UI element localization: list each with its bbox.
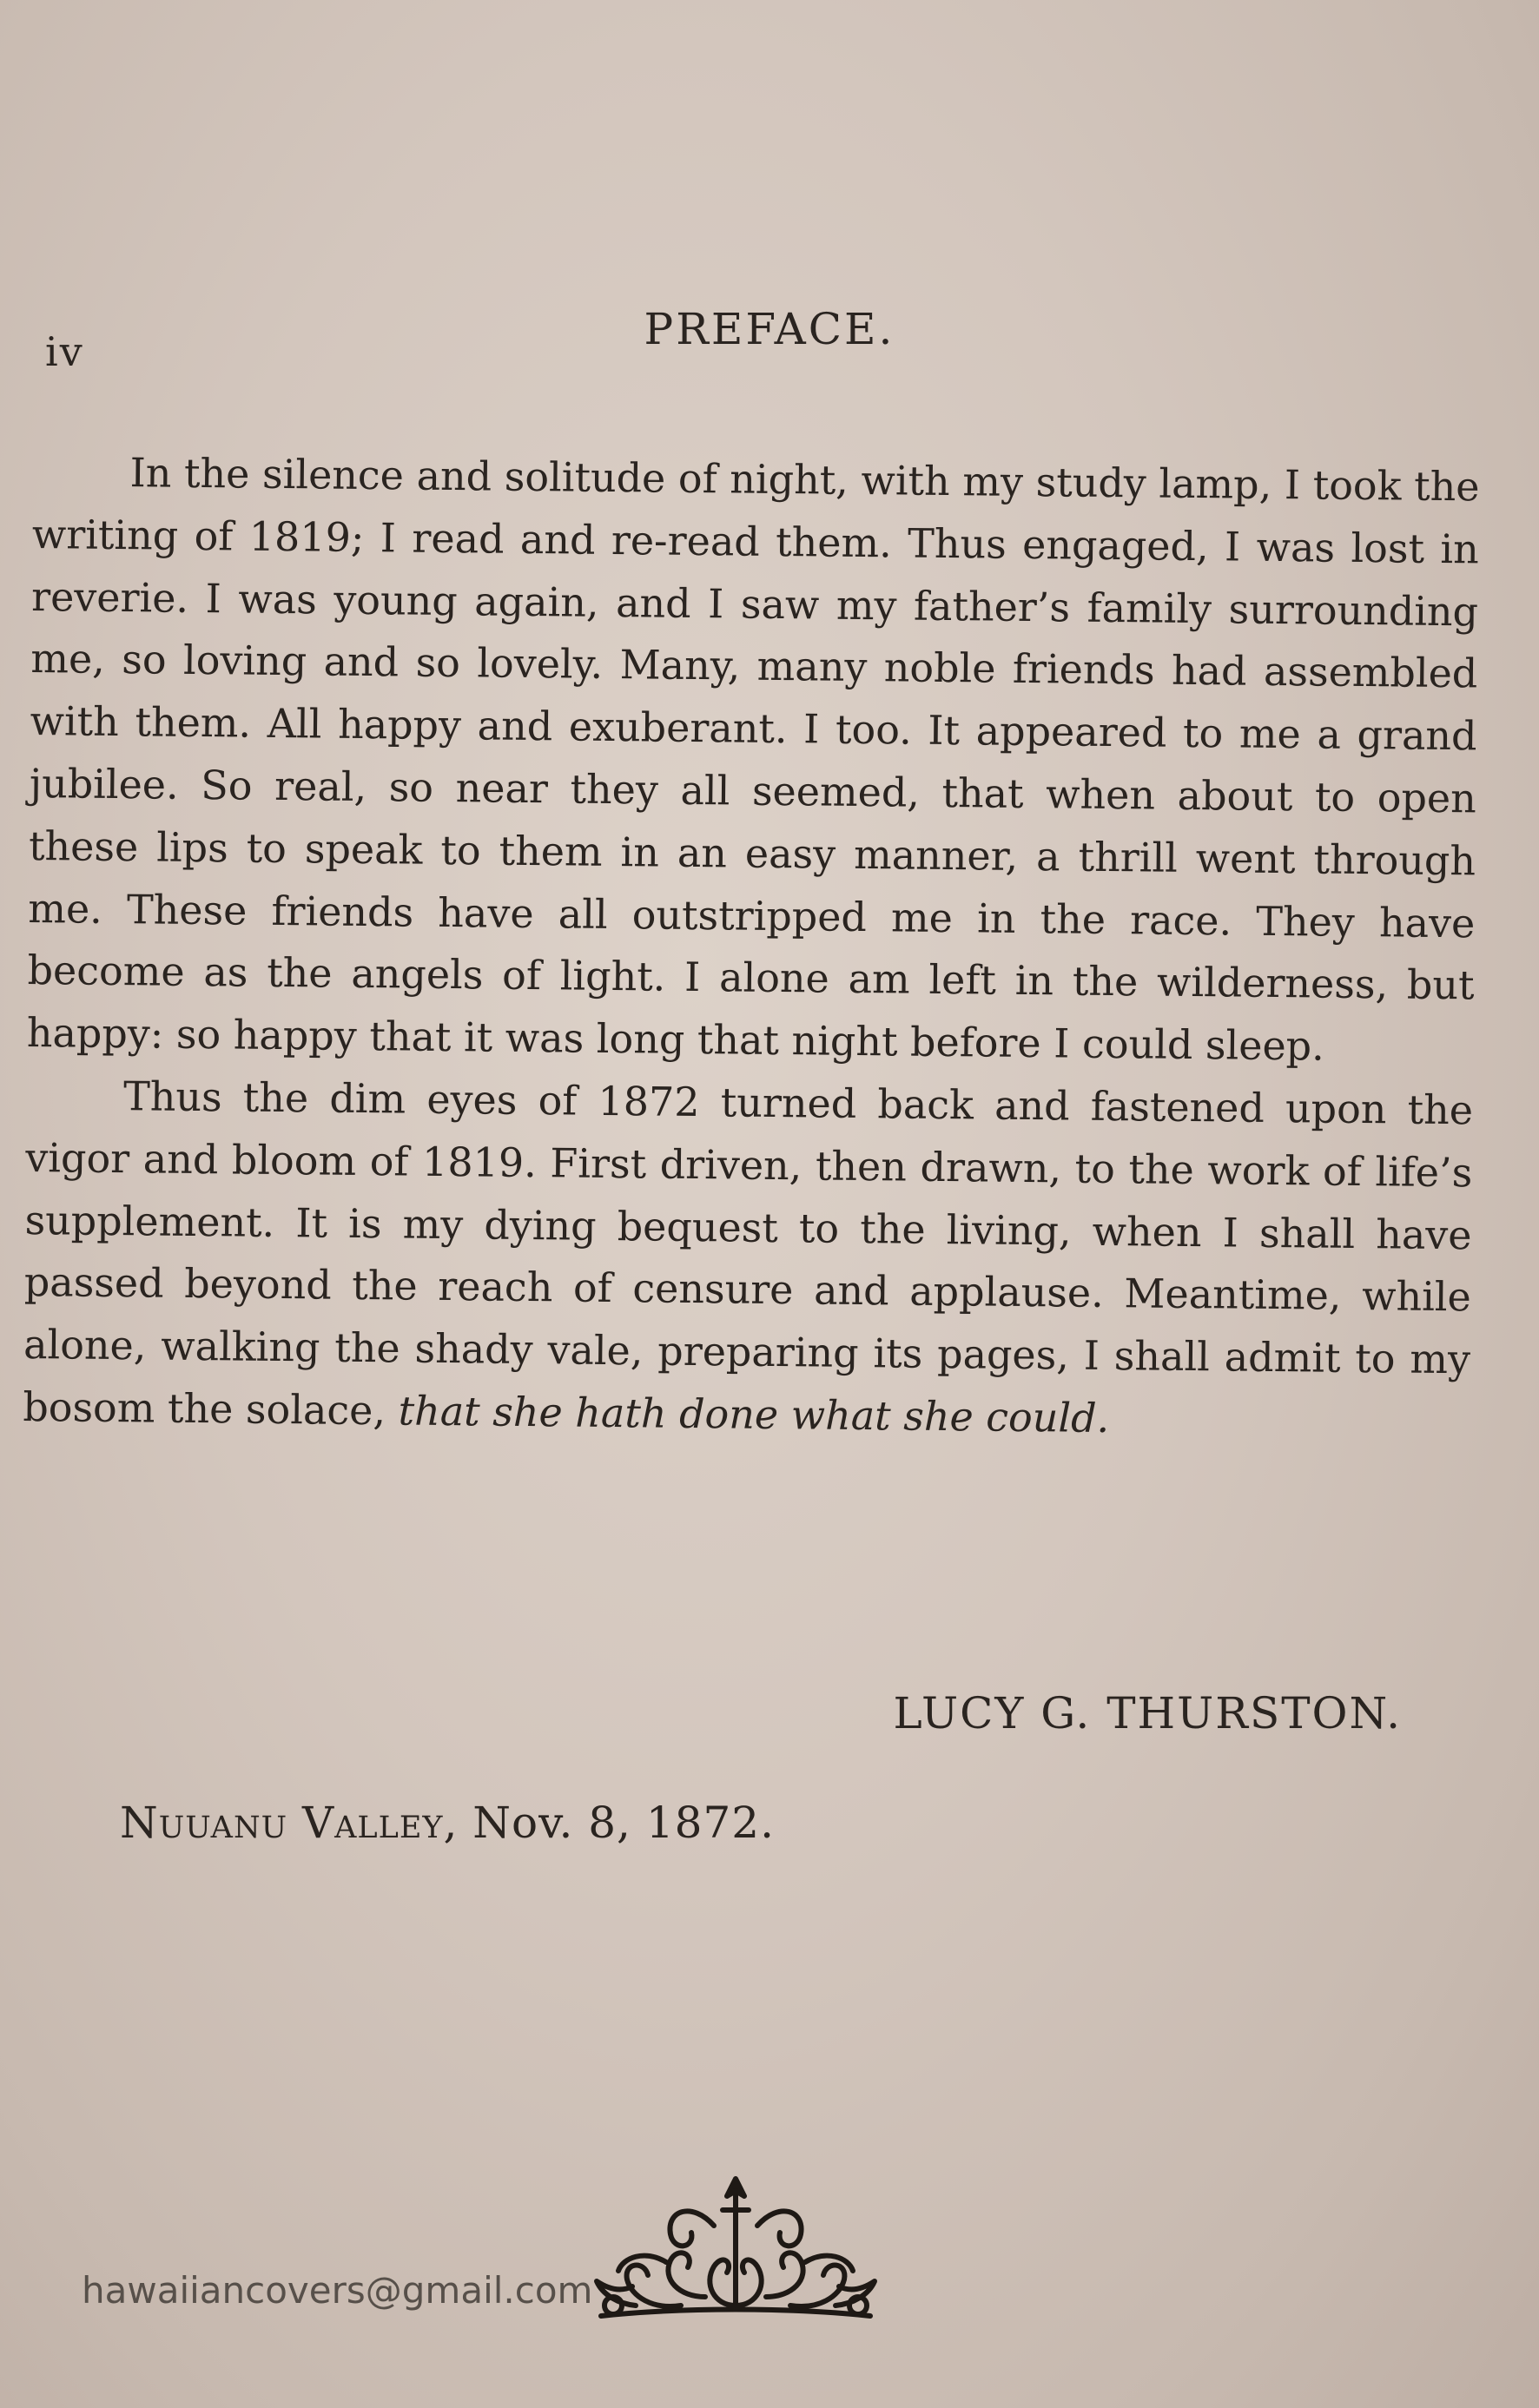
paragraph-2 — [23, 1065, 1473, 1454]
running-title: PREFACE. — [644, 304, 895, 354]
page-number: iv — [45, 328, 84, 375]
dateline-place: Nuuanu Valley — [120, 1798, 444, 1848]
dateline-date: Nov. 8, 1872. — [472, 1798, 775, 1848]
preface-body — [23, 441, 1480, 1454]
paragraph-2-text: Thus the dim eyes of 1872 turned back and fastened upon the vigor and bloom of 1819. First driven, then drawn, to the work of life’s supplement. It is my dying bequest to the living, when I shall have passed beyond the reach of censure and applause. Meantime, while alone, walking the shady vale, preparing its pages, I shall admit to my bosom the solace, — [23, 1072, 1474, 1435]
paragraph-1: In the silence and solitude of night, with my study lamp, I took the writing of 1819; I read and re-read them. Thus engaged, I was lost in reverie. I was young again, and I saw my father’s family surrounding me, so loving and so lovely. Many, many noble friends had assembled with them. All happy and exuberant. I too. It appeared to me a grand jubilee. So real, so near they all seemed, that when about to open these lips to speak to them in an easy manner, a thrill went through me. These friends have all outstripped me in the race. They have become as the angels of light. I alone am left in the wilderness, but happy: so happy that it was long that night before I could sleep. — [26, 449, 1480, 1070]
floral-ornament-icon — [584, 2175, 888, 2323]
author-signature: LUCY G. THURSTON. — [893, 1688, 1402, 1738]
watermark-email: hawaiiancovers@gmail.com — [82, 2269, 593, 2312]
paragraph-2-italic-quote: that she hath done what she could. — [398, 1387, 1110, 1442]
dateline: Nuuanu Valley, Nov. 8, 1872. — [120, 1798, 775, 1848]
